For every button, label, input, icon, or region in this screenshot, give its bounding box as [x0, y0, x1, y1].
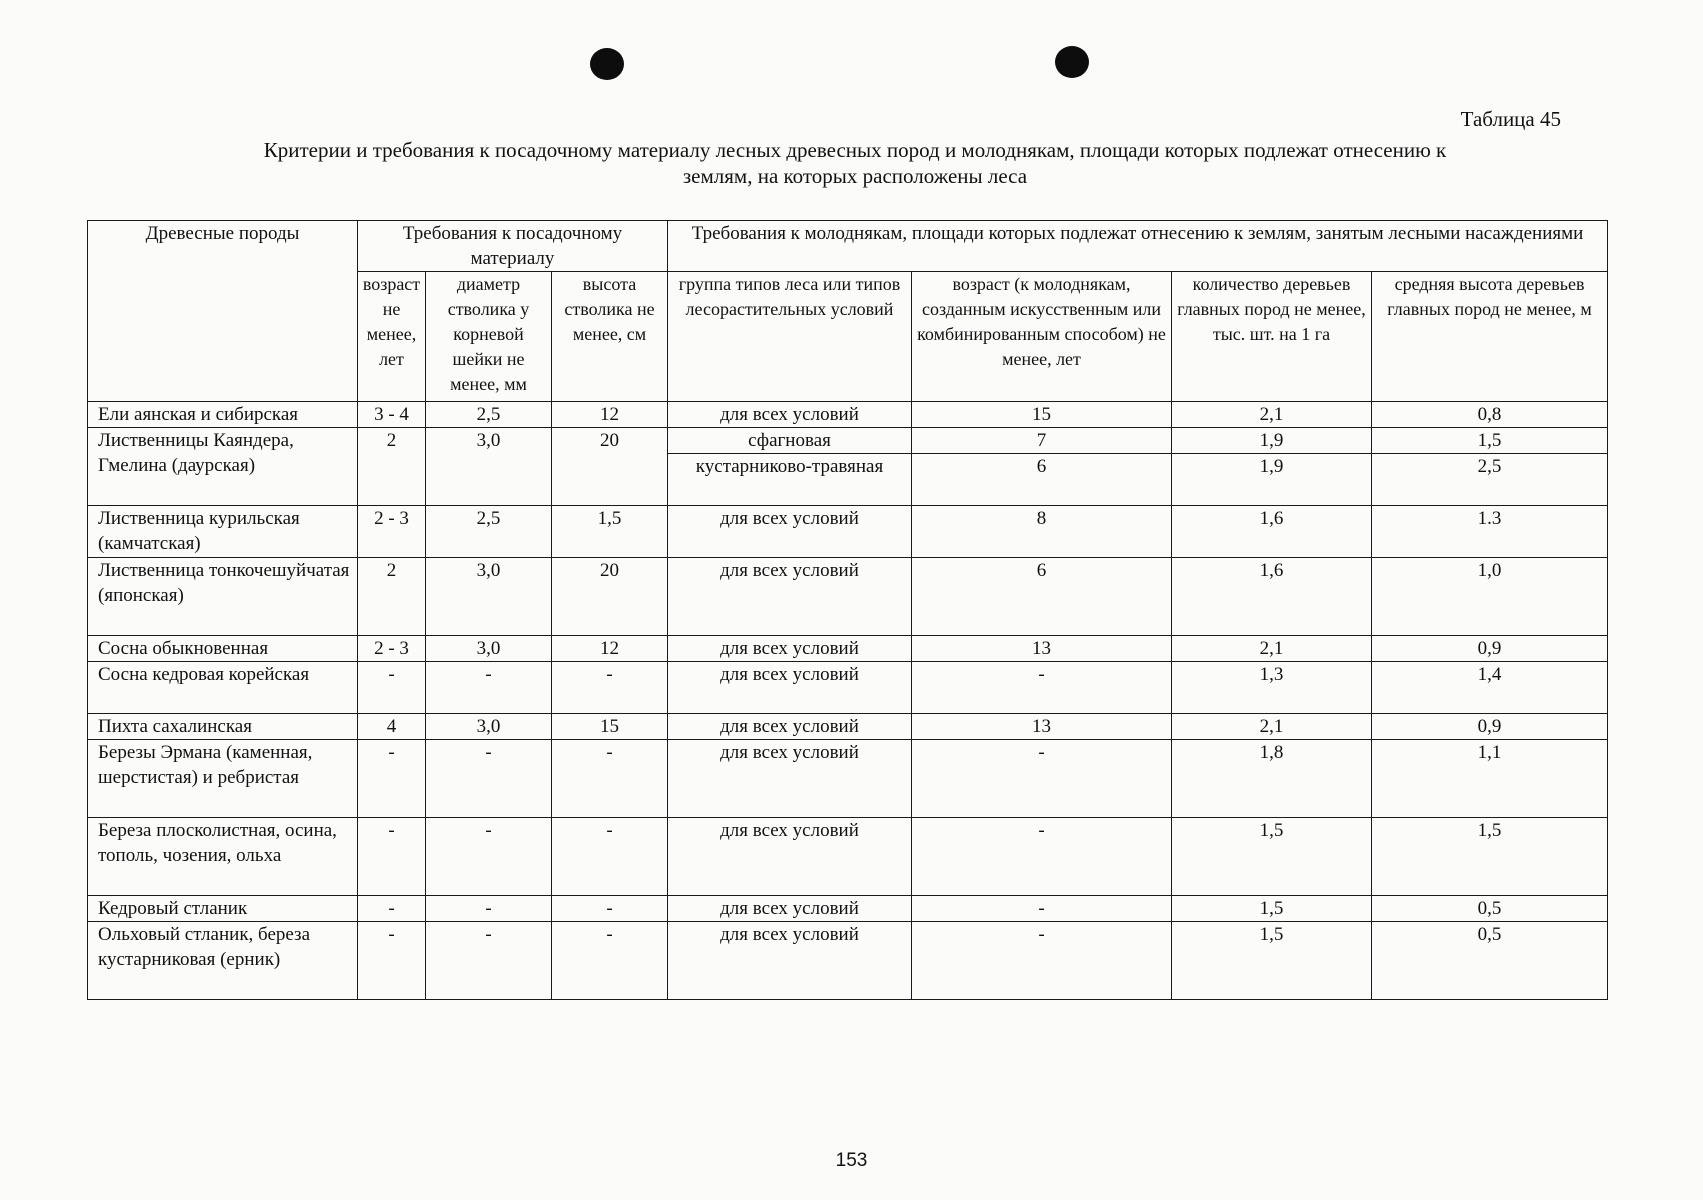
forest-type-cell: для всех условий	[668, 662, 912, 714]
count-cell: 1,6	[1172, 506, 1372, 558]
header-tree-count: количество деревьев главных пород не менее, тыс. шт. на 1 га	[1172, 272, 1372, 402]
young-age-cell: -	[912, 896, 1172, 922]
page-number: 153	[835, 1150, 868, 1171]
height-cell: -	[552, 740, 668, 818]
young-age-cell: 8	[912, 506, 1172, 558]
count-cell: 1,5	[1172, 922, 1372, 1000]
count-cell: 2,1	[1172, 402, 1372, 428]
table-row	[88, 402, 1608, 428]
young-age-cell: 13	[912, 714, 1172, 740]
forest-type-cell: для всех условий	[668, 740, 912, 818]
forest-type-cell: для всех условий	[668, 506, 912, 558]
forest-type-cell: для всех условий	[668, 636, 912, 662]
diameter-cell: 3,0	[426, 428, 552, 506]
avg-height-cell: 2,5	[1372, 454, 1608, 506]
species-cell: Лиственница курильская (камчатская)	[88, 506, 358, 558]
table-row	[88, 922, 1608, 1000]
diameter-cell: -	[426, 922, 552, 1000]
criteria-table	[87, 220, 1608, 1000]
count-cell: 1,3	[1172, 662, 1372, 714]
avg-height-cell: 1,5	[1372, 818, 1608, 896]
title-line-1: Критерии и требования к посадочному материалу лесных древесных пород и молоднякам, площади которых подлежат отнесению к	[263, 138, 1447, 162]
table-row	[88, 714, 1608, 740]
height-cell: 20	[552, 558, 668, 636]
species-cell: Сосна кедровая корейская	[88, 662, 358, 714]
avg-height-cell: 0,5	[1372, 896, 1608, 922]
young-age-cell: 15	[912, 402, 1172, 428]
age-cell: -	[358, 662, 426, 714]
avg-height-cell: 1,4	[1372, 662, 1608, 714]
table-row	[88, 636, 1608, 662]
young-age-cell: -	[912, 922, 1172, 1000]
diameter-cell: 2,5	[426, 402, 552, 428]
forest-type-cell: для всех условий	[668, 402, 912, 428]
height-cell: -	[552, 662, 668, 714]
diameter-cell: -	[426, 662, 552, 714]
species-cell: Лиственницы Каяндера, Гмелина (даурская)	[88, 428, 358, 506]
age-cell: -	[358, 896, 426, 922]
avg-height-cell: 0,9	[1372, 714, 1608, 740]
header-species: Древесные породы	[88, 221, 358, 402]
count-cell: 1,5	[1172, 896, 1372, 922]
age-cell: -	[358, 922, 426, 1000]
young-age-cell: -	[912, 740, 1172, 818]
species-cell: Ели аянская и сибирская	[88, 402, 358, 428]
height-cell: 12	[552, 402, 668, 428]
table-row	[88, 818, 1608, 896]
height-cell: -	[552, 818, 668, 896]
age-cell: -	[358, 740, 426, 818]
age-cell: 2 - 3	[358, 636, 426, 662]
table-row	[88, 662, 1608, 714]
species-cell: Береза плосколистная, осина, тополь, чозения, ольха	[88, 818, 358, 896]
header-planting-material: Требования к посадочному материалу	[358, 221, 668, 272]
species-cell: Лиственница тонкочешуйчатая (японская)	[88, 558, 358, 636]
species-cell: Ольховый стланик, береза кустарниковая (ерник)	[88, 922, 358, 1000]
table-label: Таблица 45	[1460, 107, 1561, 131]
punch-hole-left	[590, 48, 624, 80]
avg-height-cell: 1.3	[1372, 506, 1608, 558]
count-cell: 1,9	[1172, 428, 1372, 454]
age-cell: 2	[358, 558, 426, 636]
diameter-cell: 3,0	[426, 714, 552, 740]
count-cell: 1,6	[1172, 558, 1372, 636]
title-line-2: землям, на которых расположены леса	[682, 164, 1028, 188]
header-young-stands: Требования к молоднякам, площади которых подлежат отнесению к землям, занятым лесными насаждениями	[668, 221, 1608, 272]
forest-type-cell: кустарниково-травяная	[668, 454, 912, 506]
young-age-cell: 7	[912, 428, 1172, 454]
height-cell: -	[552, 896, 668, 922]
young-age-cell: 6	[912, 454, 1172, 506]
table-row	[88, 506, 1608, 558]
species-cell: Пихта сахалинская	[88, 714, 358, 740]
count-cell: 1,9	[1172, 454, 1372, 506]
avg-height-cell: 0,9	[1372, 636, 1608, 662]
table-title	[150, 137, 1560, 189]
forest-type-cell: для всех условий	[668, 922, 912, 1000]
diameter-cell: -	[426, 818, 552, 896]
age-cell: 3 - 4	[358, 402, 426, 428]
young-age-cell: 6	[912, 558, 1172, 636]
count-cell: 1,8	[1172, 740, 1372, 818]
diameter-cell: 3,0	[426, 636, 552, 662]
height-cell: 15	[552, 714, 668, 740]
species-cell: Сосна обыкновенная	[88, 636, 358, 662]
age-cell: 4	[358, 714, 426, 740]
header-forest-type: группа типов леса или типов лесорастительных условий	[668, 272, 912, 402]
diameter-cell: 3,0	[426, 558, 552, 636]
count-cell: 1,5	[1172, 818, 1372, 896]
age-cell: 2 - 3	[358, 506, 426, 558]
young-age-cell: -	[912, 662, 1172, 714]
young-age-cell: -	[912, 818, 1172, 896]
count-cell: 2,1	[1172, 636, 1372, 662]
header-avg-height: средняя высота деревьев главных пород не менее, м	[1372, 272, 1608, 402]
species-cell: Березы Эрмана (каменная, шерстистая) и ребристая	[88, 740, 358, 818]
forest-type-cell: для всех условий	[668, 896, 912, 922]
table-row	[88, 896, 1608, 922]
header-diameter: диаметр стволика у корневой шейки не менее, мм	[426, 272, 552, 402]
forest-type-cell: для всех условий	[668, 818, 912, 896]
age-cell: -	[358, 818, 426, 896]
forest-type-cell: для всех условий	[668, 558, 912, 636]
young-age-cell: 13	[912, 636, 1172, 662]
diameter-cell: 2,5	[426, 506, 552, 558]
header-young-age: возраст (к молоднякам, созданным искусственным или комбинированным способом) не менее, лет	[912, 272, 1172, 402]
forest-type-cell: сфагновая	[668, 428, 912, 454]
age-cell: 2	[358, 428, 426, 506]
height-cell: 20	[552, 428, 668, 506]
table-row	[88, 558, 1608, 636]
diameter-cell: -	[426, 896, 552, 922]
species-cell: Кедровый стланик	[88, 896, 358, 922]
avg-height-cell: 0,8	[1372, 402, 1608, 428]
avg-height-cell: 1,0	[1372, 558, 1608, 636]
table-row	[88, 740, 1608, 818]
count-cell: 2,1	[1172, 714, 1372, 740]
height-cell: 1,5	[552, 506, 668, 558]
table-row	[88, 428, 1608, 454]
header-age: возраст не менее, лет	[358, 272, 426, 402]
header-height: высота стволика не менее, см	[552, 272, 668, 402]
avg-height-cell: 1,1	[1372, 740, 1608, 818]
forest-type-cell: для всех условий	[668, 714, 912, 740]
avg-height-cell: 1,5	[1372, 428, 1608, 454]
punch-hole-right	[1055, 46, 1089, 78]
height-cell: 12	[552, 636, 668, 662]
height-cell: -	[552, 922, 668, 1000]
avg-height-cell: 0,5	[1372, 922, 1608, 1000]
diameter-cell: -	[426, 740, 552, 818]
